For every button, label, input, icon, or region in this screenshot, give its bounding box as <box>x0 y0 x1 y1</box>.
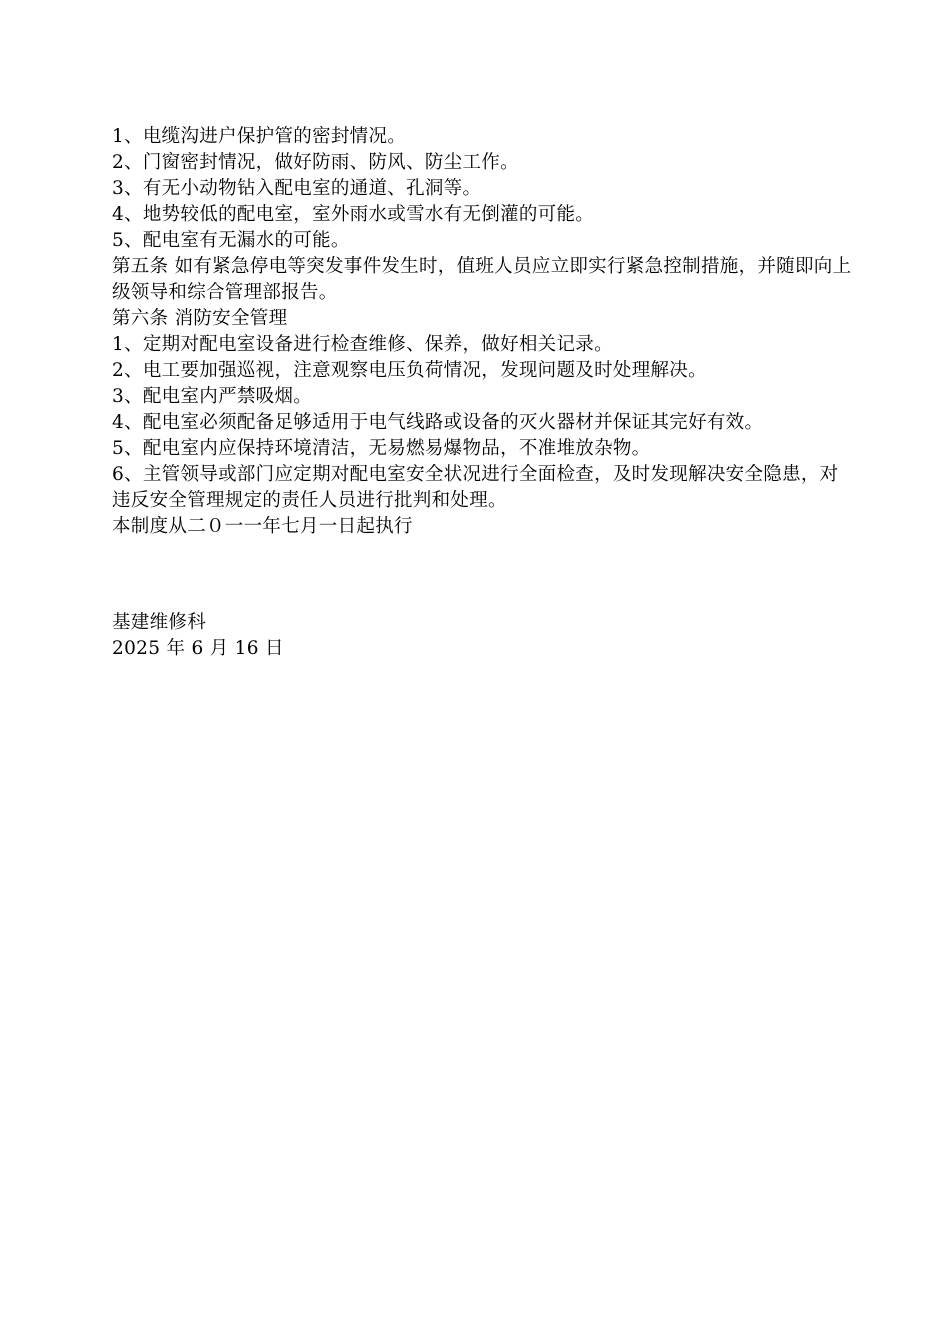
signature-spacer <box>112 540 857 610</box>
clause-item-1: 1、电缆沟进户保护管的密封情况。 <box>112 126 407 147</box>
fire-safety-item-5: 5、配电室内应保持环境清洁，无易燃易爆物品，不准堆放杂物。 <box>112 438 651 459</box>
signature-date: 2025 年 6 月 16 日 <box>112 638 284 659</box>
clause-item-4: 4、地势较低的配电室，室外雨水或雪水有无倒灌的可能。 <box>112 204 595 225</box>
fire-safety-item-4: 4、配电室必须配备足够适用于电气线路或设备的灭火器材并保证其完好有效。 <box>112 412 764 433</box>
effective-date-statement: 本制度从二０一一年七月一日起执行 <box>112 516 413 537</box>
signature-department: 基建维修科 <box>112 612 207 633</box>
clause-item-2: 2、门窗密封情况，做好防雨、防风、防尘工作。 <box>112 152 519 173</box>
fire-safety-item-1: 1、定期对配电室设备进行检查维修、保养，做好相关记录。 <box>112 334 613 355</box>
fire-safety-item-3: 3、配电室内严禁吸烟。 <box>112 386 313 407</box>
clause-item-5: 5、配电室有无漏水的可能。 <box>112 230 350 251</box>
article-five: 第五条 如有紧急停电等突发事件发生时，值班人员应立即实行紧急控制措施，并随即向上级领导和综合管理部报告。 <box>112 256 852 303</box>
clause-item-3: 3、有无小动物钻入配电室的通道、孔洞等。 <box>112 178 482 199</box>
article-six-heading: 第六条 消防安全管理 <box>112 308 288 329</box>
fire-safety-item-6: 6、主管领导或部门应定期对配电室安全状况进行全面检查，及时发现解决安全隐患，对违反安全管理规定的责任人员进行批判和处理。 <box>112 464 839 511</box>
document-body <box>112 124 857 662</box>
fire-safety-item-2: 2、电工要加强巡视，注意观察电压负荷情况，发现问题及时处理解决。 <box>112 360 707 381</box>
